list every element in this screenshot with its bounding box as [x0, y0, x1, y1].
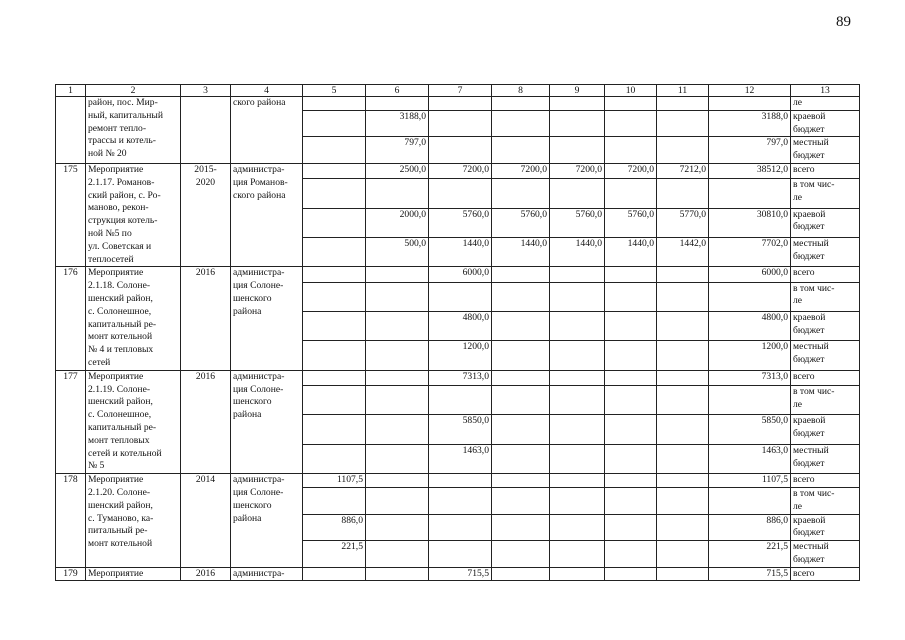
- funding-source: в том чис- ле: [791, 487, 860, 514]
- col5-value: [303, 163, 366, 178]
- col9-value: [550, 97, 605, 111]
- col11-value: [657, 341, 709, 370]
- col6-value: [366, 487, 429, 514]
- col5-value: [303, 311, 366, 340]
- col10-value: [605, 514, 657, 541]
- col5-value: [303, 179, 366, 208]
- period: 2015- 2020: [181, 163, 231, 266]
- column-header: 1: [56, 85, 86, 97]
- col11-value: [657, 370, 709, 385]
- col7-value: 1463,0: [429, 444, 492, 473]
- col7-value: [429, 487, 492, 514]
- col5-value: 886,0: [303, 514, 366, 541]
- funding-source: всего: [791, 567, 860, 581]
- col5-value: [303, 97, 366, 111]
- col11-value: [657, 415, 709, 444]
- col7-value: [429, 110, 492, 137]
- table-row: [56, 370, 860, 385]
- col9-value: 7200,0: [550, 163, 605, 178]
- table-body: [56, 85, 860, 581]
- col11-value: [657, 282, 709, 311]
- col12-total: 38512,0: [709, 163, 791, 178]
- col12-total: 1200,0: [709, 341, 791, 370]
- col9-value: [550, 385, 605, 414]
- funding-source: всего: [791, 163, 860, 178]
- funding-source: в том чис- ле: [791, 385, 860, 414]
- col10-value: [605, 444, 657, 473]
- col5-value: [303, 444, 366, 473]
- col8-value: [492, 567, 550, 581]
- col10-value: [605, 415, 657, 444]
- column-header: 8: [492, 85, 550, 97]
- col11-value: [657, 474, 709, 488]
- col7-value: [429, 282, 492, 311]
- col5-value: [303, 370, 366, 385]
- col5-value: [303, 415, 366, 444]
- col12-total: [709, 487, 791, 514]
- col5-value: [303, 487, 366, 514]
- col7-value: 4800,0: [429, 311, 492, 340]
- column-header: 7: [429, 85, 492, 97]
- col8-value: [492, 110, 550, 137]
- col12-total: 7313,0: [709, 370, 791, 385]
- col9-value: [550, 341, 605, 370]
- funding-source: в том чис- ле: [791, 179, 860, 208]
- col10-value: [605, 179, 657, 208]
- col12-total: 3188,0: [709, 110, 791, 137]
- col9-value: [550, 370, 605, 385]
- period: 2016: [181, 567, 231, 581]
- measure-description: район, пос. Мир- ный, капитальный ремонт тепло- трассы и котель- ной № 20: [86, 97, 181, 164]
- col7-value: [429, 179, 492, 208]
- col8-value: [492, 179, 550, 208]
- funding-source: всего: [791, 267, 860, 282]
- col10-value: [605, 97, 657, 111]
- col8-value: [492, 541, 550, 568]
- measure-description: Мероприятие 2.1.18. Солоне- шенский район, с. Солонешное, капитальный ре- монт котельной № 4 и тепловых сетей: [86, 267, 181, 370]
- funding-source: всего: [791, 370, 860, 385]
- table-row: [56, 267, 860, 282]
- col10-value: [605, 311, 657, 340]
- col9-value: [550, 282, 605, 311]
- col7-value: [429, 137, 492, 164]
- measure-description: Мероприятие 2.1.20. Солоне- шенский район, с. Туманово, ка- питальный ре- монт котельной: [86, 474, 181, 568]
- col12-total: 7702,0: [709, 237, 791, 266]
- col6-value: 2000,0: [366, 208, 429, 237]
- col11-value: [657, 514, 709, 541]
- col8-value: [492, 97, 550, 111]
- col10-value: [605, 385, 657, 414]
- period: 2016: [181, 370, 231, 473]
- funding-source: ле: [791, 97, 860, 111]
- col12-total: 797,0: [709, 137, 791, 164]
- col8-value: [492, 370, 550, 385]
- col11-value: [657, 487, 709, 514]
- executor: администра- ция Солоне- шенского района: [231, 474, 303, 568]
- col6-value: 797,0: [366, 137, 429, 164]
- column-header: 10: [605, 85, 657, 97]
- funding-source: местный бюджет: [791, 237, 860, 266]
- executor: администра- ция Солоне- шенского района: [231, 370, 303, 473]
- col9-value: [550, 514, 605, 541]
- col10-value: [605, 370, 657, 385]
- col8-value: [492, 311, 550, 340]
- col6-value: [366, 179, 429, 208]
- col5-value: [303, 385, 366, 414]
- col11-value: [657, 97, 709, 111]
- col10-value: [605, 567, 657, 581]
- col6-value: [366, 385, 429, 414]
- col9-value: [550, 311, 605, 340]
- col9-value: [550, 137, 605, 164]
- col8-value: [492, 487, 550, 514]
- col8-value: [492, 415, 550, 444]
- measure-description: Мероприятие: [86, 567, 181, 581]
- col7-value: 7200,0: [429, 163, 492, 178]
- col8-value: [492, 474, 550, 488]
- col9-value: [550, 179, 605, 208]
- col8-value: [492, 282, 550, 311]
- col7-value: 6000,0: [429, 267, 492, 282]
- funding-source: местный бюджет: [791, 444, 860, 473]
- col6-value: 3188,0: [366, 110, 429, 137]
- funding-source: местный бюджет: [791, 341, 860, 370]
- col8-value: [492, 444, 550, 473]
- col6-value: 500,0: [366, 237, 429, 266]
- col11-value: [657, 110, 709, 137]
- funding-source: краевой бюджет: [791, 514, 860, 541]
- funding-source: краевой бюджет: [791, 208, 860, 237]
- funding-source: в том чис- ле: [791, 282, 860, 311]
- col6-value: [366, 541, 429, 568]
- funding-source: местный бюджет: [791, 137, 860, 164]
- col5-value: [303, 208, 366, 237]
- column-header: 9: [550, 85, 605, 97]
- measure-description: Мероприятие 2.1.17. Романов- ский район, с. Ро- маново, рекон- струкция котель- ной №5 по ул. Советская и теплосетей: [86, 163, 181, 266]
- col8-value: 7200,0: [492, 163, 550, 178]
- col8-value: [492, 514, 550, 541]
- col9-value: [550, 110, 605, 137]
- column-header: 2: [86, 85, 181, 97]
- col7-value: 5760,0: [429, 208, 492, 237]
- table-row: [56, 474, 860, 488]
- col10-value: [605, 341, 657, 370]
- col7-value: 1200,0: [429, 341, 492, 370]
- col10-value: [605, 541, 657, 568]
- col5-value: [303, 267, 366, 282]
- col5-value: [303, 137, 366, 164]
- column-header: 11: [657, 85, 709, 97]
- col12-total: 5850,0: [709, 415, 791, 444]
- col12-total: 715,5: [709, 567, 791, 581]
- col11-value: [657, 541, 709, 568]
- row-number: [56, 97, 86, 164]
- col9-value: [550, 267, 605, 282]
- column-header: 3: [181, 85, 231, 97]
- col10-value: 5760,0: [605, 208, 657, 237]
- executor: ского района: [231, 97, 303, 164]
- col5-value: [303, 567, 366, 581]
- col8-value: 1440,0: [492, 237, 550, 266]
- col7-value: 1440,0: [429, 237, 492, 266]
- col6-value: [366, 341, 429, 370]
- col5-value: [303, 110, 366, 137]
- col12-total: [709, 282, 791, 311]
- col11-value: 5770,0: [657, 208, 709, 237]
- column-header: 5: [303, 85, 366, 97]
- executor: администра- ция Романов- ского района: [231, 163, 303, 266]
- col5-value: [303, 341, 366, 370]
- period: [181, 97, 231, 164]
- funding-source: краевой бюджет: [791, 110, 860, 137]
- continuation-row: [56, 97, 860, 111]
- measures-table: [55, 84, 860, 581]
- executor: администра-: [231, 567, 303, 581]
- col11-value: [657, 444, 709, 473]
- col12-total: 6000,0: [709, 267, 791, 282]
- col11-value: [657, 385, 709, 414]
- col7-value: [429, 474, 492, 488]
- col11-value: [657, 137, 709, 164]
- funding-source: краевой бюджет: [791, 415, 860, 444]
- col11-value: 1442,0: [657, 237, 709, 266]
- executor: администра- ция Солоне- шенского района: [231, 267, 303, 370]
- col12-total: [709, 97, 791, 111]
- column-header: 4: [231, 85, 303, 97]
- col10-value: [605, 487, 657, 514]
- col6-value: [366, 567, 429, 581]
- period: 2016: [181, 267, 231, 370]
- col9-value: [550, 541, 605, 568]
- row-number: 175: [56, 163, 86, 266]
- col7-value: [429, 541, 492, 568]
- table-row: [56, 163, 860, 178]
- col12-total: 1107,5: [709, 474, 791, 488]
- funding-source: краевой бюджет: [791, 311, 860, 340]
- col7-value: 715,5: [429, 567, 492, 581]
- column-header: 13: [791, 85, 860, 97]
- col8-value: [492, 267, 550, 282]
- col8-value: 5760,0: [492, 208, 550, 237]
- col6-value: [366, 97, 429, 111]
- col6-value: [366, 514, 429, 541]
- col11-value: [657, 567, 709, 581]
- row-number: 177: [56, 370, 86, 473]
- column-header: 12: [709, 85, 791, 97]
- col6-value: [366, 282, 429, 311]
- column-header: 6: [366, 85, 429, 97]
- col9-value: [550, 474, 605, 488]
- col9-value: [550, 567, 605, 581]
- col7-value: [429, 514, 492, 541]
- col6-value: 2500,0: [366, 163, 429, 178]
- col10-value: [605, 267, 657, 282]
- col6-value: [366, 444, 429, 473]
- col9-value: [550, 415, 605, 444]
- col12-total: 4800,0: [709, 311, 791, 340]
- col6-value: [366, 415, 429, 444]
- col11-value: 7212,0: [657, 163, 709, 178]
- col5-value: [303, 237, 366, 266]
- col8-value: [492, 341, 550, 370]
- col5-value: [303, 282, 366, 311]
- col10-value: 7200,0: [605, 163, 657, 178]
- col6-value: [366, 311, 429, 340]
- col9-value: 1440,0: [550, 237, 605, 266]
- funding-source: всего: [791, 474, 860, 488]
- col10-value: 1440,0: [605, 237, 657, 266]
- column-number-row: [56, 85, 860, 97]
- col11-value: [657, 267, 709, 282]
- col5-value: 221,5: [303, 541, 366, 568]
- row-number: 179: [56, 567, 86, 581]
- col7-value: [429, 385, 492, 414]
- period: 2014: [181, 474, 231, 568]
- col12-total: 30810,0: [709, 208, 791, 237]
- col10-value: [605, 110, 657, 137]
- col10-value: [605, 137, 657, 164]
- col11-value: [657, 179, 709, 208]
- col12-total: [709, 179, 791, 208]
- row-number: 178: [56, 474, 86, 568]
- col7-value: 7313,0: [429, 370, 492, 385]
- col6-value: [366, 474, 429, 488]
- measure-description: Мероприятие 2.1.19. Солоне- шенский район, с. Солонешное, капитальный ре- монт тепловых сетей и котельной № 5: [86, 370, 181, 473]
- col7-value: 5850,0: [429, 415, 492, 444]
- col12-total: [709, 385, 791, 414]
- col5-value: 1107,5: [303, 474, 366, 488]
- col11-value: [657, 311, 709, 340]
- col9-value: [550, 487, 605, 514]
- col9-value: 5760,0: [550, 208, 605, 237]
- col6-value: [366, 267, 429, 282]
- table-row: [56, 567, 860, 581]
- col8-value: [492, 137, 550, 164]
- page-number: 89: [836, 14, 851, 30]
- col9-value: [550, 444, 605, 473]
- col10-value: [605, 282, 657, 311]
- row-number: 176: [56, 267, 86, 370]
- col8-value: [492, 385, 550, 414]
- funding-source: местный бюджет: [791, 541, 860, 568]
- col10-value: [605, 474, 657, 488]
- col12-total: 1463,0: [709, 444, 791, 473]
- col7-value: [429, 97, 492, 111]
- col12-total: 886,0: [709, 514, 791, 541]
- col6-value: [366, 370, 429, 385]
- col12-total: 221,5: [709, 541, 791, 568]
